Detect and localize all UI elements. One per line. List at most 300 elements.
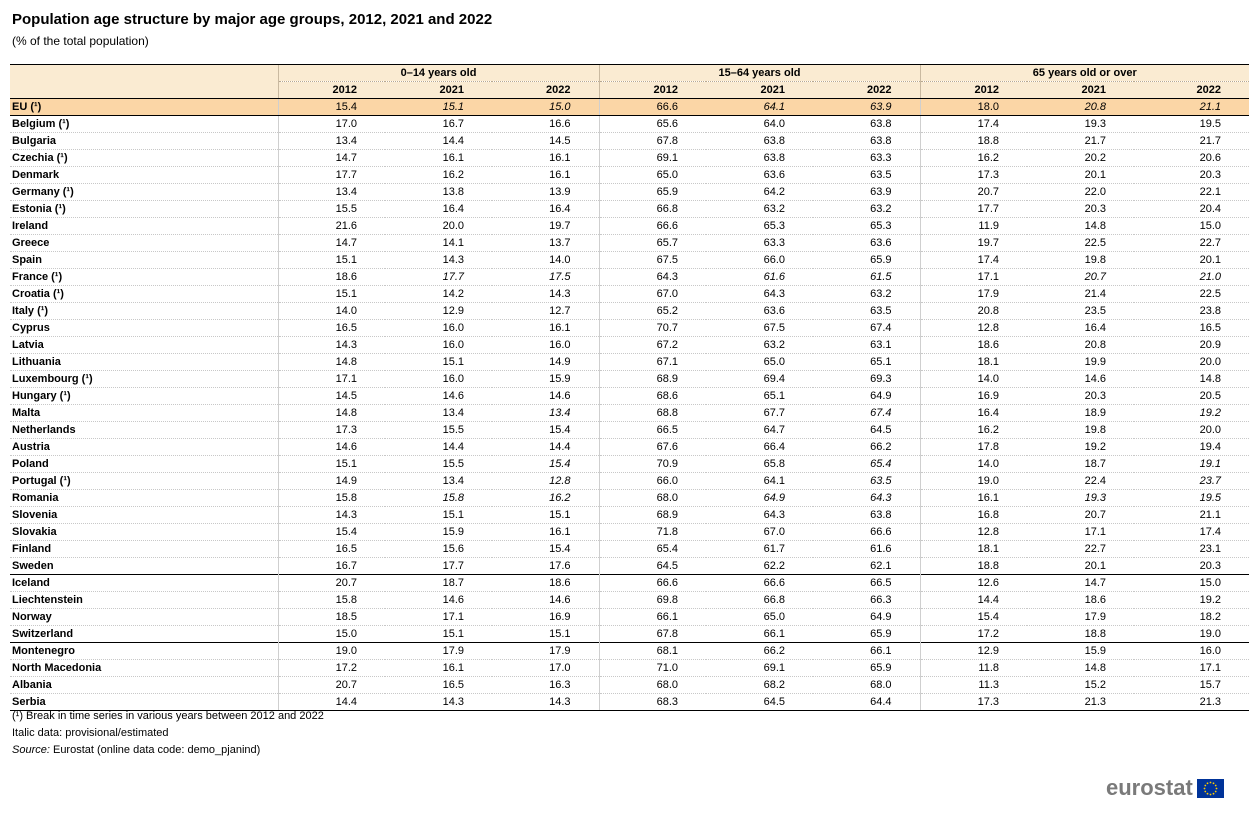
table-cell: 18.7 (385, 575, 492, 592)
table-cell: 67.0 (706, 524, 813, 541)
table-cell: 63.2 (813, 286, 920, 303)
table-cell: 17.6 (492, 558, 599, 575)
table-row (10, 337, 1249, 354)
flag-star (1206, 792, 1208, 794)
table-row (10, 524, 1249, 541)
table-cell: 16.7 (385, 116, 492, 133)
header-blank (10, 82, 278, 99)
table-cell: 19.7 (492, 218, 599, 235)
table-cell: 14.8 (1027, 218, 1134, 235)
table-cell: 64.3 (599, 269, 706, 286)
table-cell: 12.8 (492, 473, 599, 490)
table-row (10, 150, 1249, 167)
table-cell: 17.9 (492, 643, 599, 660)
header-year: 2012 (920, 82, 1027, 99)
flag-star (1212, 792, 1214, 794)
table-row (10, 235, 1249, 252)
flag-star (1209, 793, 1211, 795)
table-cell: 64.3 (813, 490, 920, 507)
table-cell: 19.2 (1027, 439, 1134, 456)
table-row (10, 320, 1249, 337)
table-cell: 21.6 (278, 218, 385, 235)
table-cell: 69.8 (599, 592, 706, 609)
table-cell: 16.9 (492, 609, 599, 626)
eurostat-logo (1106, 775, 1224, 801)
table-cell: 16.5 (278, 541, 385, 558)
footnote-break: (¹) Break in time series in various years between 2012 and 2022 (12, 710, 324, 722)
table-subtitle: (% of the total population) (12, 34, 149, 48)
header-blank (10, 65, 278, 82)
table-cell: 61.6 (706, 269, 813, 286)
table-cell: 63.8 (813, 116, 920, 133)
table-cell: 18.5 (278, 609, 385, 626)
table-cell: 15.7 (1134, 677, 1249, 694)
header-year: 2021 (385, 82, 492, 99)
table-cell: 14.4 (920, 592, 1027, 609)
table-cell: 20.8 (1027, 99, 1134, 116)
table-cell: 15.9 (1027, 643, 1134, 660)
table-cell: 21.3 (1027, 694, 1134, 711)
table-cell: 14.3 (385, 694, 492, 711)
table-cell: 63.5 (813, 473, 920, 490)
table-cell: 62.1 (813, 558, 920, 575)
table-cell: 20.7 (1027, 507, 1134, 524)
table-cell: 64.3 (706, 507, 813, 524)
table-cell: 64.9 (813, 609, 920, 626)
table-cell: 16.3 (492, 677, 599, 694)
table-cell: 17.4 (920, 116, 1027, 133)
table-cell: 66.8 (599, 201, 706, 218)
table-cell: 17.1 (278, 371, 385, 388)
table-cell: 18.7 (1027, 456, 1134, 473)
country-label: Estonia (¹) (10, 201, 278, 218)
country-label: Croatia (¹) (10, 286, 278, 303)
table-cell: 20.7 (1027, 269, 1134, 286)
table-cell: 16.8 (920, 507, 1027, 524)
table-cell: 64.5 (813, 422, 920, 439)
table-cell: 17.1 (1134, 660, 1249, 677)
table-cell: 13.4 (385, 473, 492, 490)
table-cell: 15.1 (492, 507, 599, 524)
table-cell: 18.1 (920, 354, 1027, 371)
table-cell: 17.0 (278, 116, 385, 133)
table-cell: 63.8 (706, 150, 813, 167)
country-label: Cyprus (10, 320, 278, 337)
table-cell: 12.8 (920, 320, 1027, 337)
flag-star (1215, 790, 1217, 792)
table-cell: 71.8 (599, 524, 706, 541)
eu-flag-icon (1197, 779, 1224, 798)
table-cell: 14.6 (1027, 371, 1134, 388)
table-cell: 20.0 (1134, 354, 1249, 371)
logo-text: eurostat (1106, 775, 1193, 800)
table-cell: 65.1 (813, 354, 920, 371)
country-label: Belgium (¹) (10, 116, 278, 133)
country-label: Sweden (10, 558, 278, 575)
table-cell: 16.0 (492, 337, 599, 354)
table-cell: 65.0 (706, 354, 813, 371)
table-cell: 66.0 (706, 252, 813, 269)
table-cell: 14.3 (278, 507, 385, 524)
table-cell: 70.9 (599, 456, 706, 473)
table-cell: 66.6 (706, 575, 813, 592)
country-label: Hungary (¹) (10, 388, 278, 405)
table-row (10, 643, 1249, 660)
table-cell: 67.5 (706, 320, 813, 337)
table-cell: 18.2 (1134, 609, 1249, 626)
country-label: Albania (10, 677, 278, 694)
country-label: Spain (10, 252, 278, 269)
table-cell: 13.7 (492, 235, 599, 252)
table-cell: 12.9 (920, 643, 1027, 660)
table-cell: 17.0 (492, 660, 599, 677)
table-cell: 20.3 (1134, 167, 1249, 184)
flag-star (1215, 787, 1217, 789)
country-label: Finland (10, 541, 278, 558)
table-cell: 14.5 (492, 133, 599, 150)
table-cell: 64.5 (706, 694, 813, 711)
table-cell: 18.1 (920, 541, 1027, 558)
table-cell: 19.5 (1134, 490, 1249, 507)
table-cell: 16.6 (492, 116, 599, 133)
table-cell: 67.1 (599, 354, 706, 371)
table-cell: 14.0 (278, 303, 385, 320)
country-label: North Macedonia (10, 660, 278, 677)
country-label: Romania (10, 490, 278, 507)
table-cell: 17.9 (920, 286, 1027, 303)
table-cell: 14.4 (278, 694, 385, 711)
table-cell: 68.1 (599, 643, 706, 660)
table-cell: 15.4 (492, 422, 599, 439)
table-cell: 14.7 (278, 150, 385, 167)
table-cell: 15.1 (385, 626, 492, 643)
table-cell: 17.9 (1027, 609, 1134, 626)
flag-star (1204, 790, 1206, 792)
table-cell: 68.2 (706, 677, 813, 694)
flag-star (1212, 782, 1214, 784)
table-cell: 21.4 (1027, 286, 1134, 303)
table-cell: 69.1 (599, 150, 706, 167)
table-cell: 16.5 (385, 677, 492, 694)
table-cell: 66.6 (599, 218, 706, 235)
table-cell: 68.3 (599, 694, 706, 711)
table-row (10, 218, 1249, 235)
table-cell: 16.9 (920, 388, 1027, 405)
table-cell: 14.6 (385, 592, 492, 609)
table-cell: 20.4 (1134, 201, 1249, 218)
country-label: Iceland (10, 575, 278, 592)
table-cell: 68.0 (599, 677, 706, 694)
table-cell: 63.5 (813, 167, 920, 184)
table-cell: 15.8 (278, 592, 385, 609)
table-cell: 17.7 (920, 201, 1027, 218)
table-cell: 64.3 (706, 286, 813, 303)
table-cell: 67.2 (599, 337, 706, 354)
table-cell: 17.1 (385, 609, 492, 626)
table-cell: 63.9 (813, 184, 920, 201)
country-label: Germany (¹) (10, 184, 278, 201)
table-cell: 63.6 (706, 167, 813, 184)
table-row (10, 252, 1249, 269)
table-cell: 17.3 (920, 694, 1027, 711)
table-cell: 12.7 (492, 303, 599, 320)
table-cell: 16.0 (1134, 643, 1249, 660)
table-cell: 65.3 (813, 218, 920, 235)
table-cell: 20.8 (1027, 337, 1134, 354)
table-cell: 68.9 (599, 371, 706, 388)
table-cell: 15.0 (492, 99, 599, 116)
table-row (10, 609, 1249, 626)
table-cell: 66.2 (706, 643, 813, 660)
table-row (10, 133, 1249, 150)
header-row-groups (10, 65, 1249, 82)
table-cell: 16.4 (385, 201, 492, 218)
table-cell: 22.0 (1027, 184, 1134, 201)
table-cell: 63.2 (706, 337, 813, 354)
table-cell: 13.4 (278, 133, 385, 150)
table-cell: 19.5 (1134, 116, 1249, 133)
table-cell: 14.8 (1027, 660, 1134, 677)
table-cell: 20.6 (1134, 150, 1249, 167)
table-cell: 18.8 (920, 133, 1027, 150)
table-cell: 15.1 (385, 507, 492, 524)
country-label: Italy (¹) (10, 303, 278, 320)
table-row (10, 558, 1249, 575)
header-group-0-14: 0–14 years old (278, 65, 599, 82)
table-cell: 64.9 (813, 388, 920, 405)
table-cell: 65.9 (599, 184, 706, 201)
table-cell: 17.8 (920, 439, 1027, 456)
source-label: Source: (12, 744, 50, 756)
table-cell: 14.6 (385, 388, 492, 405)
table-cell: 64.7 (706, 422, 813, 439)
table-row (10, 371, 1249, 388)
table-row (10, 592, 1249, 609)
table-cell: 67.0 (599, 286, 706, 303)
table-title: Population age structure by major age groups, 2012, 2021 and 2022 (12, 11, 493, 28)
table-cell: 14.6 (492, 388, 599, 405)
table-cell: 67.8 (599, 626, 706, 643)
table-cell: 11.8 (920, 660, 1027, 677)
table-cell: 64.2 (706, 184, 813, 201)
table-cell: 66.5 (599, 422, 706, 439)
country-label: Czechia (¹) (10, 150, 278, 167)
country-label: Serbia (10, 694, 278, 711)
table-cell: 15.4 (492, 541, 599, 558)
table-cell: 63.2 (706, 201, 813, 218)
country-label: Luxembourg (¹) (10, 371, 278, 388)
table-cell: 16.5 (1134, 320, 1249, 337)
table-cell: 19.8 (1027, 252, 1134, 269)
table-cell: 20.0 (1134, 422, 1249, 439)
header-year: 2022 (492, 82, 599, 99)
table-cell: 21.3 (1134, 694, 1249, 711)
table-cell: 64.4 (813, 694, 920, 711)
table-cell: 20.7 (278, 677, 385, 694)
table-cell: 14.7 (1027, 575, 1134, 592)
table-cell: 63.9 (813, 99, 920, 116)
table-cell: 66.6 (813, 524, 920, 541)
table-cell: 19.0 (1134, 626, 1249, 643)
table-cell: 15.1 (278, 252, 385, 269)
table-cell: 14.4 (385, 133, 492, 150)
country-label: Poland (10, 456, 278, 473)
table-row (10, 677, 1249, 694)
table-cell: 17.1 (1027, 524, 1134, 541)
table-cell: 68.9 (599, 507, 706, 524)
table-cell: 63.5 (813, 303, 920, 320)
header-group-15-64: 15–64 years old (599, 65, 920, 82)
header-row-years (10, 82, 1249, 99)
table-cell: 67.4 (813, 320, 920, 337)
table-cell: 66.1 (813, 643, 920, 660)
table-cell: 14.3 (492, 286, 599, 303)
table-cell: 16.1 (492, 167, 599, 184)
table-cell: 68.0 (599, 490, 706, 507)
table-cell: 17.3 (278, 422, 385, 439)
flag-star (1203, 787, 1205, 789)
country-label: Latvia (10, 337, 278, 354)
table-cell: 13.4 (492, 405, 599, 422)
table-cell: 18.9 (1027, 405, 1134, 422)
country-label: Norway (10, 609, 278, 626)
table-cell: 14.9 (492, 354, 599, 371)
header-year: 2021 (706, 82, 813, 99)
country-label: Austria (10, 439, 278, 456)
table-cell: 67.7 (706, 405, 813, 422)
table-cell: 70.7 (599, 320, 706, 337)
table-cell: 64.0 (706, 116, 813, 133)
table-cell: 20.1 (1134, 252, 1249, 269)
table-cell: 20.2 (1027, 150, 1134, 167)
table-row (10, 473, 1249, 490)
table-cell: 19.7 (920, 235, 1027, 252)
country-label: Denmark (10, 167, 278, 184)
table-cell: 15.4 (920, 609, 1027, 626)
table-cell: 16.1 (492, 150, 599, 167)
table-cell: 66.1 (706, 626, 813, 643)
country-label: Lithuania (10, 354, 278, 371)
table-cell: 23.8 (1134, 303, 1249, 320)
table-cell: 13.8 (385, 184, 492, 201)
table-cell: 68.6 (599, 388, 706, 405)
table-cell: 65.9 (813, 660, 920, 677)
footnote-source (12, 744, 260, 756)
flag-star (1209, 781, 1211, 783)
table-cell: 19.8 (1027, 422, 1134, 439)
table-cell: 12.9 (385, 303, 492, 320)
source-text: Eurostat (online data code: demo_pjanind) (49, 744, 261, 756)
table-cell: 66.2 (813, 439, 920, 456)
table-row (10, 167, 1249, 184)
table-cell: 68.0 (813, 677, 920, 694)
table-cell: 15.4 (278, 99, 385, 116)
table-cell: 21.0 (1134, 269, 1249, 286)
table-row (10, 660, 1249, 677)
table-cell: 12.8 (920, 524, 1027, 541)
table-cell: 19.3 (1027, 490, 1134, 507)
table-cell: 16.2 (385, 167, 492, 184)
table-cell: 17.4 (920, 252, 1027, 269)
table-cell: 15.1 (385, 354, 492, 371)
table-cell: 66.5 (813, 575, 920, 592)
table-cell: 15.0 (1134, 218, 1249, 235)
table-row (10, 184, 1249, 201)
table-cell: 14.1 (385, 235, 492, 252)
table-cell: 15.4 (492, 456, 599, 473)
country-label: Liechtenstein (10, 592, 278, 609)
table-cell: 14.6 (278, 439, 385, 456)
table-cell: 64.9 (706, 490, 813, 507)
table-row (10, 116, 1249, 133)
table-cell: 15.5 (385, 456, 492, 473)
table-cell: 20.9 (1134, 337, 1249, 354)
table-cell: 21.7 (1134, 133, 1249, 150)
country-label: Portugal (¹) (10, 473, 278, 490)
table-cell: 14.3 (385, 252, 492, 269)
table-cell: 16.4 (920, 405, 1027, 422)
table-cell: 16.2 (492, 490, 599, 507)
table-cell: 69.3 (813, 371, 920, 388)
table-cell: 18.0 (920, 99, 1027, 116)
data-table (10, 64, 1249, 711)
table-row (10, 354, 1249, 371)
table-cell: 23.1 (1134, 541, 1249, 558)
table-row (10, 269, 1249, 286)
table-cell: 17.5 (492, 269, 599, 286)
table-cell: 20.7 (920, 184, 1027, 201)
table-cell: 14.3 (492, 694, 599, 711)
table-cell: 14.4 (492, 439, 599, 456)
table-cell: 15.8 (278, 490, 385, 507)
table-cell: 69.4 (706, 371, 813, 388)
table-cell: 20.7 (278, 575, 385, 592)
table-cell: 19.0 (920, 473, 1027, 490)
table-cell: 71.0 (599, 660, 706, 677)
table-cell: 14.0 (492, 252, 599, 269)
table-cell: 15.0 (278, 626, 385, 643)
table-cell: 67.4 (813, 405, 920, 422)
table-cell: 16.1 (385, 150, 492, 167)
table-cell: 15.1 (492, 626, 599, 643)
table-cell: 65.9 (813, 626, 920, 643)
table-cell: 63.8 (813, 133, 920, 150)
table-cell: 19.9 (1027, 354, 1134, 371)
table-cell: 65.9 (813, 252, 920, 269)
table-cell: 15.6 (385, 541, 492, 558)
table-row (10, 439, 1249, 456)
table-cell: 16.7 (278, 558, 385, 575)
table-cell: 19.4 (1134, 439, 1249, 456)
table-row (10, 388, 1249, 405)
table-cell: 63.1 (813, 337, 920, 354)
table-cell: 16.1 (492, 524, 599, 541)
header-group-65-plus: 65 years old or over (920, 65, 1249, 82)
table-cell: 16.4 (492, 201, 599, 218)
table-row (10, 99, 1249, 116)
table-cell: 14.7 (278, 235, 385, 252)
table-cell: 63.2 (813, 201, 920, 218)
table-row (10, 694, 1249, 711)
table-cell: 13.4 (278, 184, 385, 201)
table-cell: 66.6 (599, 99, 706, 116)
table-cell: 63.3 (706, 235, 813, 252)
country-label: Malta (10, 405, 278, 422)
table-cell: 66.8 (706, 592, 813, 609)
table-cell: 22.1 (1134, 184, 1249, 201)
table-cell: 16.4 (1027, 320, 1134, 337)
table-cell: 22.5 (1027, 235, 1134, 252)
